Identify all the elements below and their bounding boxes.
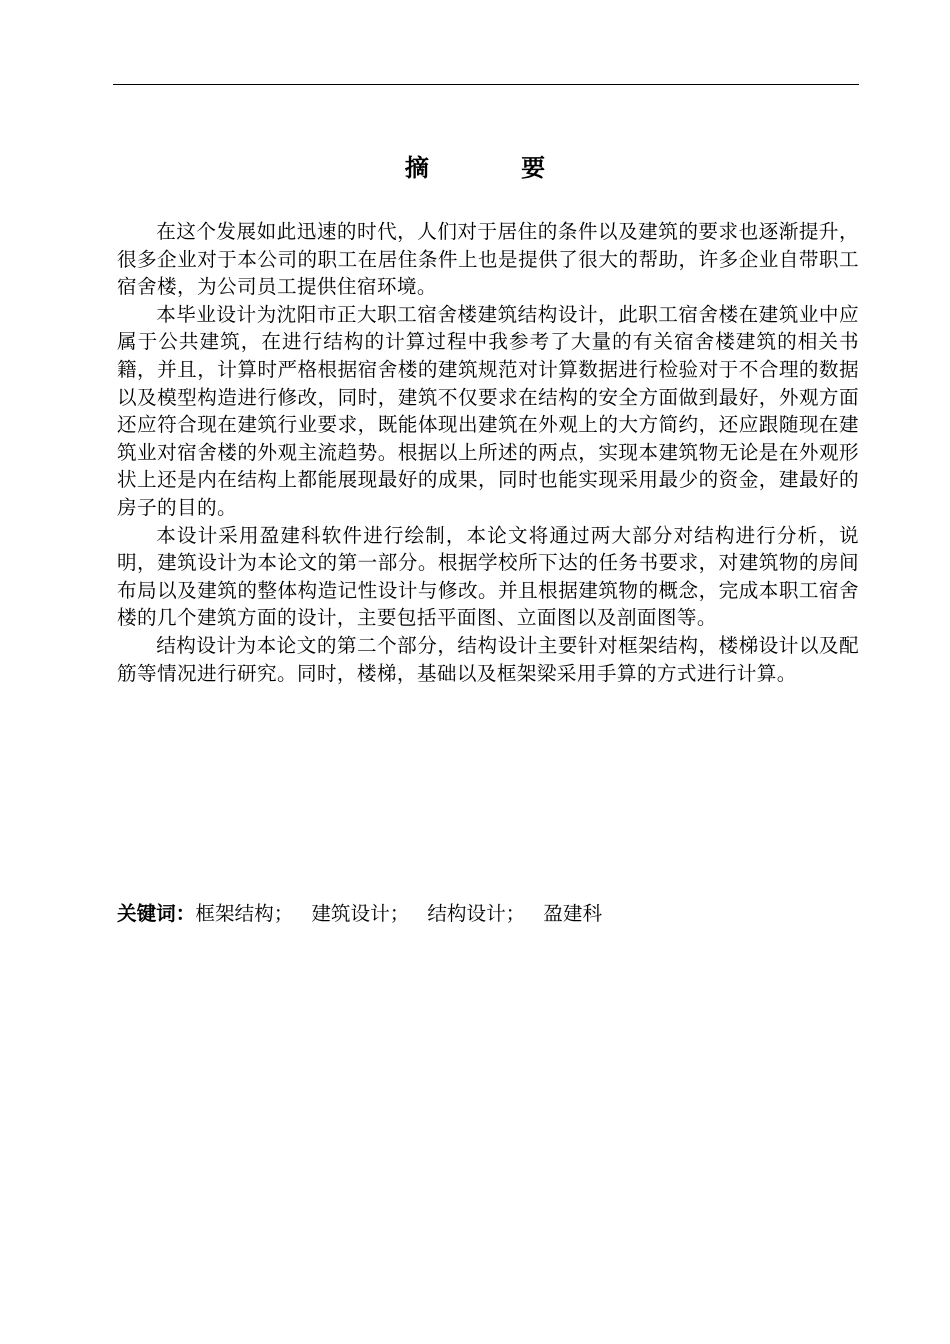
keyword-3: 结构设计； xyxy=(427,902,526,925)
keyword-4: 盈建科 xyxy=(543,902,603,925)
keyword-1: 框架结构； xyxy=(195,902,294,925)
keyword-2: 建筑设计； xyxy=(311,902,410,925)
abstract-paragraph-4: 结构设计为本论文的第二个部分，结构设计主要针对框架结构，楼梯设计以及配筋等情况进行研究。同时，楼梯，基础以及框架梁采用手算的方式进行计算。 xyxy=(117,633,859,685)
abstract-paragraph-1: 在这个发展如此迅速的时代，人们对于居住的条件以及建筑的要求也逐渐提升，很多企业对于本公司的职工在居住条件上也是提供了很大的帮助，许多企业自带职工宿舍楼，为公司员工提供住宿环境。 xyxy=(117,220,859,299)
abstract-title: 摘 要 xyxy=(404,153,588,182)
keywords-line xyxy=(117,900,859,928)
header-rule xyxy=(113,84,859,85)
abstract-paragraph-3: 本设计采用盈建科软件进行绘制，本论文将通过两大部分对结构进行分析，说明，建筑设计为本论文的第一部分。根据学校所下达的任务书要求，对建筑物的房间布局以及建筑的整体构造记性设计与修改。并且根据建筑物的概念，完成本职工宿舍楼的几个建筑方面的设计，主要包括平面图、立面图以及剖面图等。 xyxy=(117,523,859,630)
keywords-label: 关键词： xyxy=(117,902,196,925)
abstract-paragraph-2: 本毕业设计为沈阳市正大职工宿舍楼建筑结构设计，此职工宿舍楼在建筑业中应属于公共建筑，在进行结构的计算过程中我参考了大量的有关宿舍楼建筑的相关书籍，并且，计算时严格根据宿舍楼的建筑规范对计算数据进行检验对于不合理的数据以及模型构造进行修改，同时，建筑不仅要求在结构的安全方面做到最好，外观方面还应符合现在建筑行业要求，既能体现出建筑在外观上的大方简约，还应跟随现在建筑业对宿舍楼的外观主流趋势。根据以上所述的两点，实现本建筑物无论是在外观形状上还是内在结构上都能展现最好的成果，同时也能实现采用最少的资金，建最好的房子的目的。 xyxy=(117,302,859,519)
abstract-body xyxy=(117,218,859,687)
